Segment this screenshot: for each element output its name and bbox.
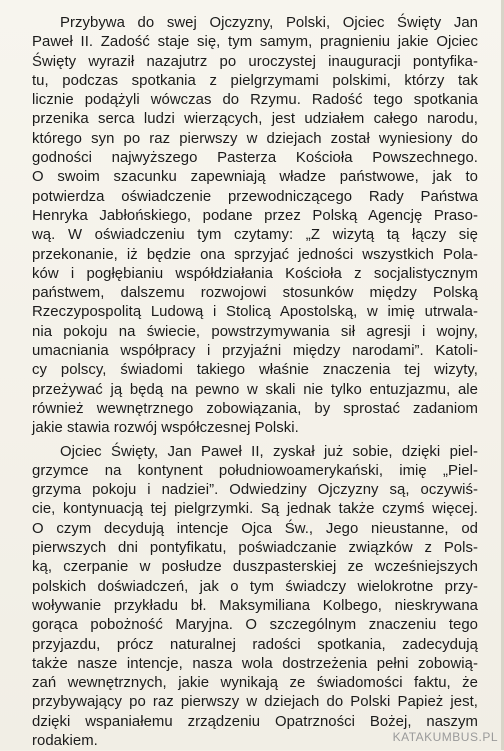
text-line: którego syn po raz pierwszy w dziejach został wyniesiony do [32, 130, 478, 147]
text-line: także nasze intencje, nasza wola dostrzeżenia pełni zobowią- [32, 655, 478, 672]
text-line: licznie podążyli wówczas do Rzymu. Radość tego spotkania [32, 92, 478, 109]
text-line: wą. W oświadczeniu tym czytamy: „Z wizytą tą łączy się [32, 227, 478, 244]
text-line: Święty wyraził nazajutrz po uroczystej inauguracji pontyfika- [32, 53, 478, 70]
text-line: O swoim szacunku zapewniają władze państwowe, jak to [32, 169, 478, 186]
text-line: jakie stawia rozwój współczesnej Polski. [32, 420, 299, 437]
text-column [32, 14, 478, 751]
text-line: zań wewnętrznych, jakie wynikają ze świadomości faktu, że [32, 675, 478, 692]
text-line: pierwszych dni pontyfikatu, poświadczanie związków z Pols- [32, 540, 478, 557]
text-line: Ojciec Święty, Jan Paweł II, zyskał już sobie, dzięki piel- [60, 443, 478, 460]
text-line: potwierdza oświadczenie przewodniczącego Rady Państwa [32, 188, 478, 205]
watermark: KATAKUMBUS.PL [392, 730, 498, 744]
text-line: Paweł II. Zadość staje się, tym samym, pragnieniu jakie Ojciec [32, 34, 478, 51]
text-line: państwem, dalszemu rozwojowi stosunków między Polską [32, 285, 478, 302]
text-line: Rzeczypospolitą Ludową i Stolicą Apostolską, w imię utrwala- [32, 304, 478, 321]
text-line: dzięki wspaniałemu zrządzeniu Opatrzności Bożej, naszym [32, 713, 478, 730]
text-line: również wewnętrznego zobowiązania, by sprostać zadaniom [32, 400, 478, 417]
text-line: Przybywa do swej Ojczyzny, Polski, Ojciec Święty Jan [60, 15, 478, 31]
paragraph-1 [32, 14, 478, 439]
text-line: polskich doświadczeń, jak o tym świadczy wielokrotne przy- [32, 578, 478, 595]
text-line: przekonanie, iż będzie ona sprzyjać jedności wszystkich Pola- [32, 246, 478, 263]
text-line: O czym decydują intencje Ojca Św., Jego nieustanne, od [32, 520, 478, 537]
text-line: cie, kontynuacją tej pielgrzymki. Są jednak także czymś więcej. [32, 501, 478, 518]
text-line: ką, czerpanie w posłudze duszpasterskiej ze wcześniejszych [32, 559, 478, 576]
text-line: rodakiem. [32, 732, 98, 749]
text-line: gorąca pobożność Maryjna. O szczególnym znaczeniu tego [32, 617, 478, 634]
text-line: nia pokoju na świecie, powstrzymywania sił agresji i wojny, [32, 323, 478, 340]
text-line: ków i pogłębianiu współdziałania Kościoła z socjalistycznym [32, 265, 478, 282]
paragraph-2 [32, 443, 478, 751]
text-line: tu, podczas spotkania z pielgrzymami polskimi, którzy tak [32, 72, 478, 89]
text-line: grzyma pokoju i nadziei”. Odwiedziny Ojczyzny są, oczywiś- [32, 482, 478, 499]
text-line: godności najwyższego Pasterza Kościoła Powszechnego. [32, 150, 478, 167]
text-line: umacniania współpracy i przyjaźni między narodami”. Katoli- [32, 343, 478, 360]
text-line: przyjazdu, prócz naturalnej radości spotkania, zadecydują [32, 636, 478, 653]
text-line: woływanie przykładu bł. Maksymiliana Kolbego, nieskrywana [32, 597, 478, 614]
text-line: cy polscy, świadomi takiego właśnie znaczenia tej wizyty, [32, 362, 478, 379]
text-line: Henryka Jabłońskiego, podane przez Polską Agencję Praso- [32, 207, 478, 224]
text-line: przenika serca ludzi wierzących, jest udziałem całego narodu, [32, 111, 478, 128]
text-line: grzymce na kontynent południowoamerykański, imię „Piel- [32, 462, 478, 479]
text-line: przeżywać ją będą na pewno w skali nie tylko entuzjazmu, ale [32, 381, 478, 398]
text-line: przybywający po raz pierwszy w dziejach do Polski Papież jest, [32, 694, 478, 711]
